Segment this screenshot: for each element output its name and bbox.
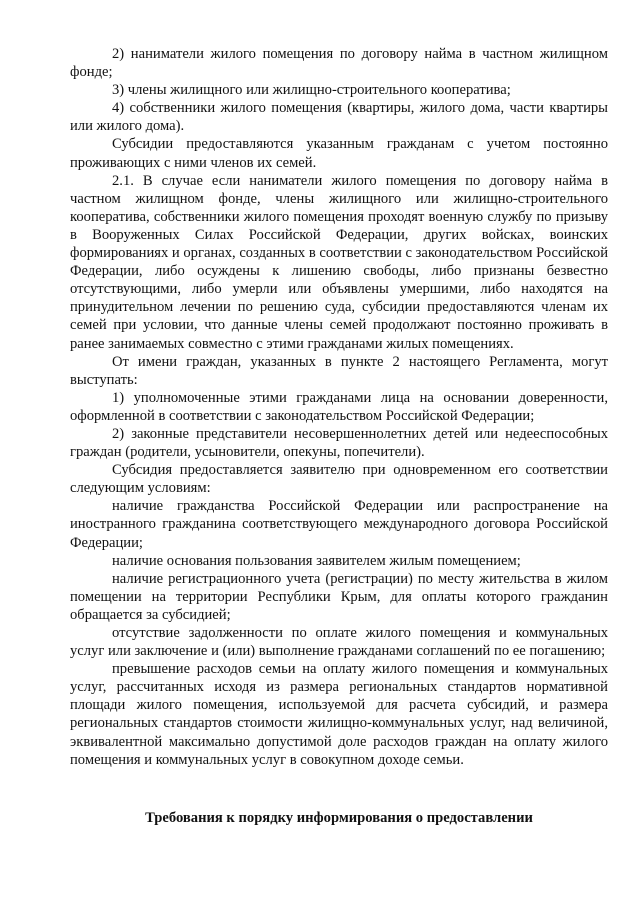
paragraph-subsidy-family-members: Субсидии предоставляются указанным гражданам с учетом постоянно проживающих с ними членов их семей. [70, 136, 608, 171]
paragraph-clause-2-1: 2.1. В случае если наниматели жилого помещения по договору найма в частном жилищном фонде, члены жилищного или жилищно-строительного кооператива, собственники жилого помещения проходят военную службу по призыву в Вооруженных Силах Российской Федерации, других войсках, воинских формированиях и органах, созданных в соответствии с законодательством Российской Федерации, либо осуждены к лишению свободы, либо признаны безвестно отсутствующими, либо умерли или объявлены умершими, либо находятся на принудительном лечении по решению суда, субсидии предоставляются членам их семей при условии, что данные члены семей продолжают постоянно проживать в ранее занимаемых совместно с этими гражданами жилых помещениях. [70, 172, 609, 352]
paragraph-cooperative-members: 3) члены жилищного или жилищно-строительного кооператива; [112, 82, 511, 99]
paragraph-tenants-private-fund: 2) наниматели жилого помещения по договору найма в частном жилищном фонде; [70, 46, 608, 81]
paragraph-owners: 4) собственники жилого помещения (квартиры, жилого дома, части квартиры или жилого дома). [70, 100, 608, 135]
paragraph-conditions-intro: Субсидия предоставляется заявителю при одновременном его соответствии следующим условиям: [70, 462, 608, 497]
paragraph-condition-no-debt: отсутствие задолженности по оплате жилого помещения и коммунальных услуг или заключение и (или) выполнение гражданами соглашений по ее погашению; [70, 625, 608, 660]
paragraph-condition-citizenship: наличие гражданства Российской Федерации или распространение на иностранного гражданина соответствующего международного договора Российской Федерации; [70, 498, 608, 551]
document-body [70, 45, 608, 769]
paragraph-representatives-intro: От имени граждан, указанных в пункте 2 настоящего Регламента, могут выступать: [70, 353, 608, 388]
paragraph-authorized-persons: 1) уполномоченные этими гражданами лица на основании доверенности, оформленной в соответствии с законодательством Российской Федерации; [70, 389, 608, 424]
paragraph-condition-expense-excess: превышение расходов семьи на оплату жилого помещения и коммунальных услуг, рассчитанных исходя из размера региональных стандартов нормативной площади жилого помещения, используемой для расчета субсидий, и размера региональных стандартов стоимости жилищно-коммунальных услуг, над величиной, эквивалентной максимально допустимой доле расходов граждан на оплату жилого помещения и коммунальных услуг в совокупном доходе семьи. [70, 661, 608, 768]
paragraph-legal-representatives: 2) законные представители несовершеннолетних детей или недееспособных граждан (родители, усыновители, опекуны, попечители). [70, 425, 608, 461]
section-heading: Требования к порядку информирования о предоставлении [145, 810, 533, 826]
paragraph-condition-registration: наличие регистрационного учета (регистрации) по месту жительства в жилом помещении на территории Республики Крым, для оплаты которого гражданин обращается за субсидией; [70, 570, 608, 623]
paragraph-condition-housing-basis: наличие основания пользования заявителем жилым помещением; [112, 552, 521, 569]
